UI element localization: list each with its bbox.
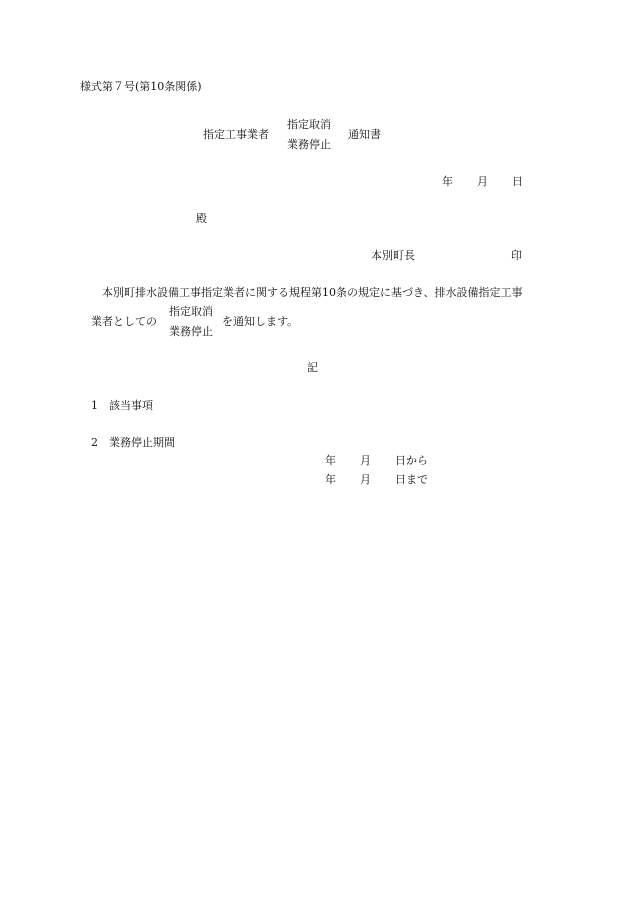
issuer-name: 本別町長 — [371, 249, 415, 262]
period-to-day: 日まで — [395, 473, 428, 486]
period-to-month: 月 — [360, 473, 371, 486]
date-month-label: 月 — [477, 175, 488, 188]
ki-heading: 記 — [307, 361, 318, 374]
period-to-year: 年 — [325, 473, 336, 486]
period-from-month: 月 — [360, 454, 371, 467]
body-option-suspend: 業務停止 — [169, 325, 213, 338]
body-option-revoke: 指定取消 — [169, 305, 213, 318]
title-option-suspend: 業務停止 — [287, 138, 331, 151]
title-option-revoke: 指定取消 — [287, 118, 331, 131]
item-1-label: 該当事項 — [109, 399, 153, 412]
addressee-honorific: 殿 — [196, 212, 207, 225]
item-2-label: 業務停止期間 — [109, 436, 175, 449]
body-line-1: 本別町排水設備工事指定業者に関する規程第10条の規定に基づき、排水設備指定工事 — [102, 286, 523, 299]
seal-mark: 印 — [511, 249, 522, 262]
item-1-number: 1 — [91, 399, 98, 412]
period-from-year: 年 — [325, 454, 336, 467]
date-day-label: 日 — [512, 175, 523, 188]
form-number: 様式第７号(第10条関係) — [80, 80, 202, 93]
body-line-2-prefix: 業者としての — [91, 315, 157, 328]
title-suffix: 通知書 — [348, 128, 381, 141]
item-2-number: 2 — [91, 436, 98, 449]
title-prefix: 指定工事業者 — [203, 128, 269, 141]
period-from-day: 日から — [395, 454, 428, 467]
body-line-2-suffix: を通知します。 — [222, 315, 299, 328]
date-year-label: 年 — [442, 175, 453, 188]
